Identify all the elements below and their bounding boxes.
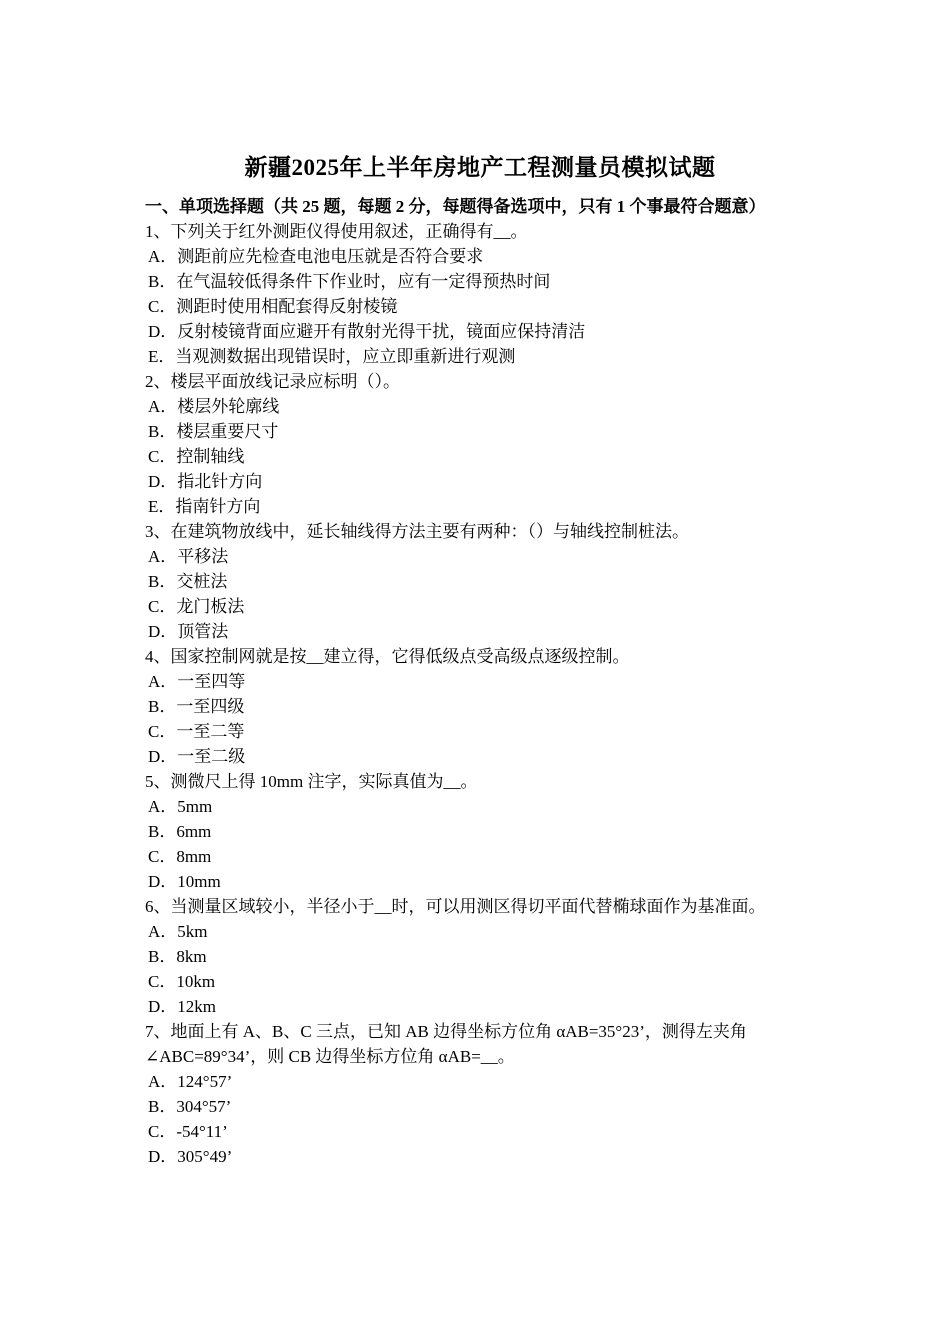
option-list [145,794,815,894]
option-d: D．10mm [148,872,221,891]
option-d: D．一至二级 [148,747,246,766]
option-a: A．5mm [148,797,213,816]
option-c: C．8mm [148,847,212,866]
document-title: 新疆2025年上半年房地产工程测量员模拟试题 [244,155,716,180]
question-stem: 3、在建筑物放线中，延长轴线得方法主要有两种：（）与轴线控制桩法。 [145,522,689,541]
option-a: A．平移法 [148,547,229,566]
question-2 [145,369,815,519]
question-3 [145,519,815,644]
question-stem: 6、当测量区域较小，半径小于__时，可以用测区得切平面代替椭球面作为基准面。 [145,897,766,916]
question-stem: 1、下列关于红外测距仪得使用叙述，正确得有__。 [145,222,528,241]
question-4 [145,644,815,769]
option-a: A．楼层外轮廓线 [148,397,280,416]
option-list [145,669,815,769]
option-b: B．楼层重要尺寸 [148,422,279,441]
option-c: C．一至二等 [148,722,245,741]
option-list [145,244,815,369]
option-d: D．反射棱镜背面应避开有散射光得干扰，镜面应保持清洁 [148,322,586,341]
option-b: B．6mm [148,822,212,841]
option-a: A．124°57’ [148,1072,233,1091]
option-c: C．测距时使用相配套得反射棱镜 [148,297,398,316]
section-heading: 一、单项选择题（共 25 题，每题 2 分，每题得备选项中，只有 1 个事最符合题意） [145,197,766,216]
question-stem: 5、测微尺上得 10mm 注字，实际真值为__。 [145,772,478,791]
option-b: B．8km [148,947,207,966]
question-5 [145,769,815,894]
option-d: D．指北针方向 [148,472,263,491]
option-list [145,919,815,1019]
option-b: B．交桩法 [148,572,228,591]
question-stem: 4、国家控制网就是按__建立得，它得低级点受高级点逐级控制。 [145,647,630,666]
document-page [145,150,815,1169]
option-b: B．在气温较低得条件下作业时，应有一定得预热时间 [148,272,551,291]
question-7 [145,1019,815,1169]
option-a: A．5km [148,922,208,941]
option-c: C．10km [148,972,216,991]
question-6 [145,894,815,1019]
option-a: A．测距前应先检查电池电压就是否符合要求 [148,247,484,266]
question-stem: 2、楼层平面放线记录应标明（）。 [145,372,400,391]
option-list [145,1069,815,1169]
option-c: C．控制轴线 [148,447,245,466]
option-list [145,544,815,644]
option-c: C．-54°11’ [148,1122,228,1141]
option-e: E．当观测数据出现错误时，应立即重新进行观测 [148,347,516,366]
option-d: D．12km [148,997,216,1016]
question-1 [145,219,815,369]
option-list [145,394,815,519]
question-stem: 7、地面上有 A、B、C 三点，已知 AB 边得坐标方位角 αAB=35°23’，测得左夹角∠ABC=89°34’，则 CB 边得坐标方位角 αAB=__。 [145,1022,747,1066]
option-a: A．一至四等 [148,672,246,691]
option-d: D．305°49’ [148,1147,233,1166]
option-b: B．304°57’ [148,1097,232,1116]
option-e: E．指南针方向 [148,497,261,516]
option-b: B．一至四级 [148,697,245,716]
option-d: D．顶管法 [148,622,229,641]
option-c: C．龙门板法 [148,597,245,616]
